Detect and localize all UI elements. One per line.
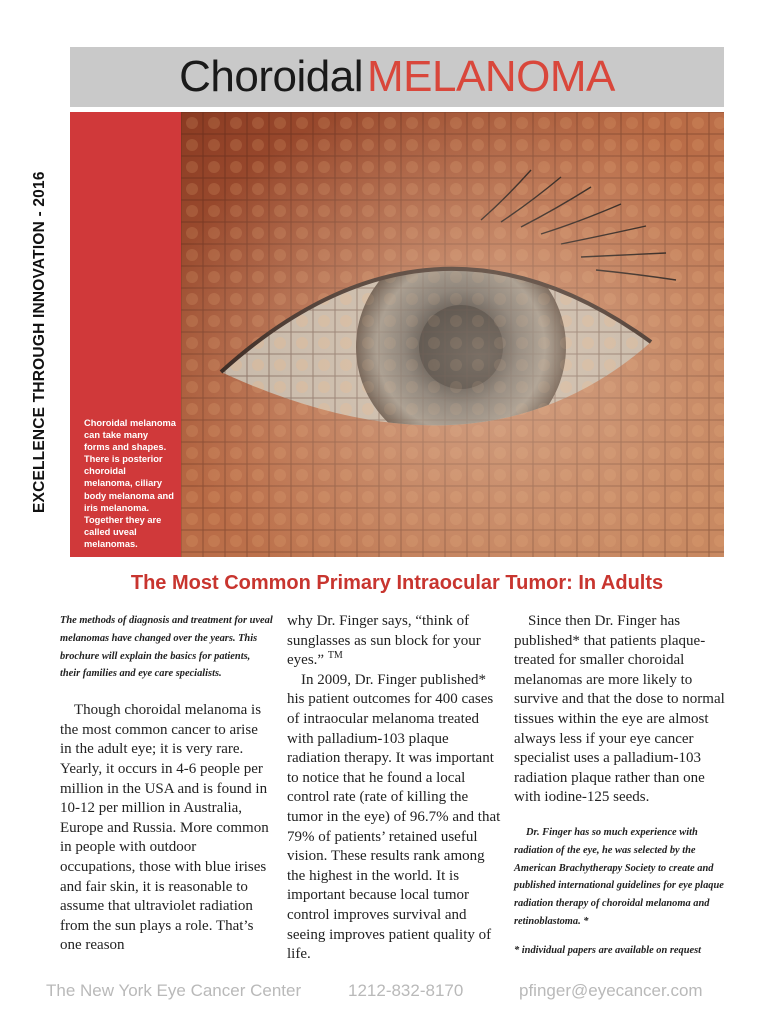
column-2 (287, 612, 502, 965)
trademark-mark: TM (327, 650, 343, 662)
footer-center-name: The New York Eye Cancer Center (46, 981, 302, 1000)
eye-mosaic-svg (181, 112, 724, 557)
red-sidebar-panel (70, 112, 181, 557)
title-melanoma: MELANOMA (367, 52, 615, 101)
intro-text: The methods of diagnosis and treatment for uveal melanomas have changed over the years. This brochure will explain the basics for patients, their families and eye care specialists. (60, 615, 273, 680)
footnote: * individual papers are available on request (514, 944, 702, 956)
column-3 (514, 612, 729, 958)
sidebar-caption: Choroidal melanoma can take many forms and shapes. There is posterior choroidal melanoma, ciliary body melanoma and iris melanoma. Together they are called uveal melanomas. (84, 418, 176, 549)
article-headline: The Most Common Primary Intraocular Tumor: In Adults (130, 572, 664, 594)
eye-mosaic-image (181, 112, 724, 557)
paragraph-2-text: why Dr. Finger says, “think of sunglasses as sun block for your eyes.” (287, 613, 481, 669)
paragraph-4: Since then Dr. Finger has published* that patients plaque-treated for smaller choroidal melanomas are more likely to survive and that the dose to normal tissues within the eye are almost always less if your eye cancer specialist uses a palladium-103 radiation plaque rather than one with iodine-125 seeds. (514, 613, 725, 806)
experience-note: Dr. Finger has so much experience with radiation of the eye, he was selected by the American Brachytherapy Society to create and published international guidelines for eye plaque radiation therapy of choroidal melanoma and retinoblastoma. * (514, 826, 724, 927)
title-banner (70, 47, 724, 107)
paragraph-3: In 2009, Dr. Finger published* his patient outcomes for 400 cases of intraocular melanoma treated with palladium-103 plaque radiation therapy. It was important to notice that he found a local control rate (rate of killing the tumor in the eye) of 96.7% and that 79% of patients’ retained useful vision. These results rank among the highest in the world. It is important because local tumor control improves survival and seeing improves patient quality of life. (287, 671, 501, 963)
footer-phone[interactable]: 1212-832-8170 (348, 981, 464, 1000)
column-1 (60, 612, 273, 956)
title-choroidal: Choroidal (179, 52, 363, 101)
footer-email[interactable]: pfinger@eyecancer.com (519, 981, 703, 1000)
paragraph-2 (287, 612, 502, 671)
paragraph-1: Though choroidal melanoma is the most common cancer to arise in the adult eye; it is very rare. Yearly, it occurs in 4-6 people per million in the USA and is found in 10-12 per million in Australia, Europe and Russia. More common in people with outdoor occupations, those with blue irises and fair skin, it is reasonable to assume that ultraviolet radiation from the sun plays a role. That’s one reason (60, 702, 269, 954)
vertical-tagline: EXCELLENCE THROUGH INNOVATION - 2016 (31, 171, 48, 513)
